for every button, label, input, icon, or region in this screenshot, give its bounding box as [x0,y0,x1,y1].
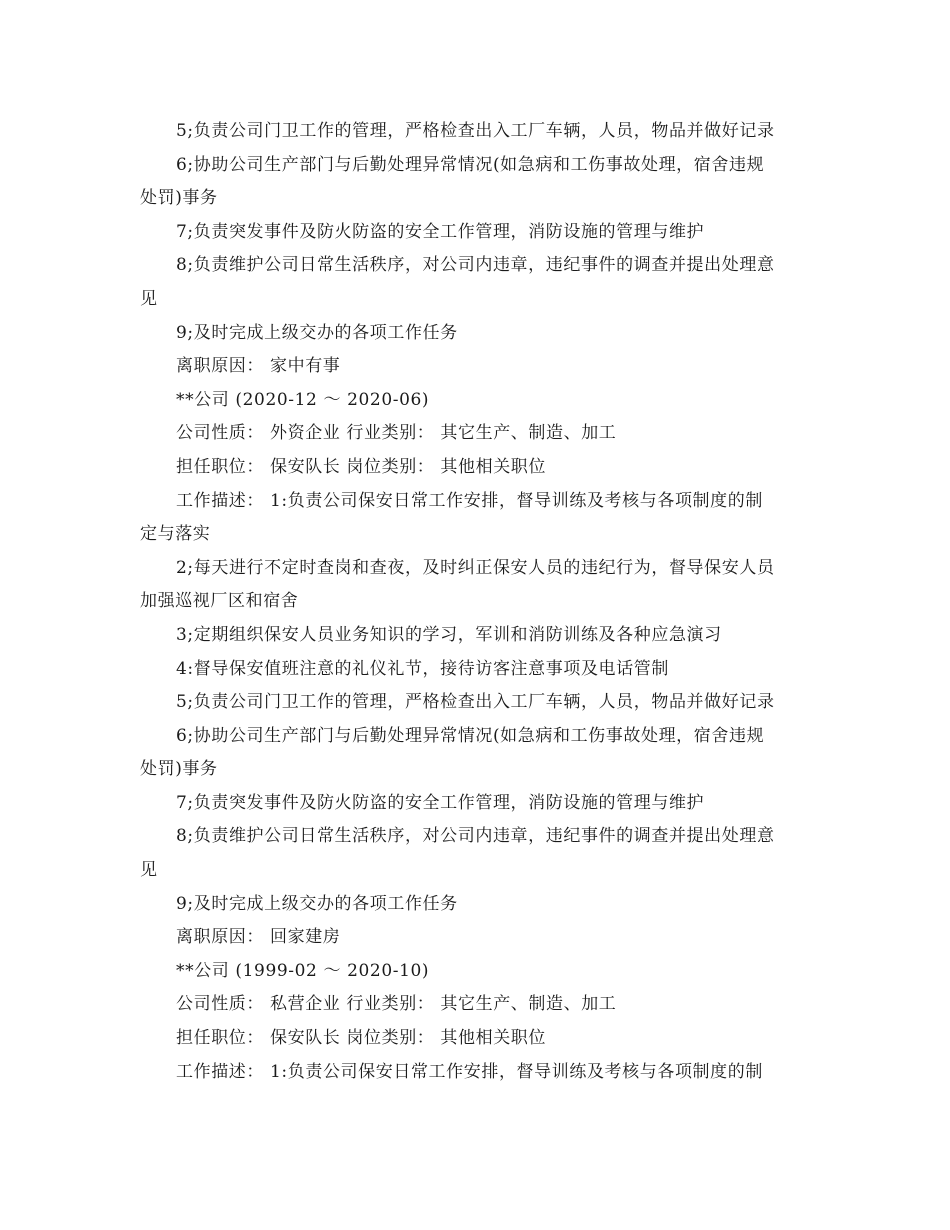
text-line: **公司 (2020-12 ～ 2020-06) [176,389,430,410]
text-line: 工作描述： 1:负责公司保安日常工作安排，督导训练及考核与各项制度的制 [176,490,763,511]
text-line: 离职原因： 家中有事 [176,356,341,377]
text-line: 4:督导保安值班注意的礼仪礼节，接待访客注意事项及电话管制 [176,658,669,679]
text-line: 7;负责突发事件及防火防盗的安全工作管理，消防设施的管理与维护 [176,792,705,813]
text-line: 加强巡视厂区和宿舍 [140,591,299,612]
text-line: 公司性质： 外资企业 行业类别： 其它生产、制造、加工 [176,423,617,444]
text-line: 工作描述： 1:负责公司保安日常工作安排，督导训练及考核与各项制度的制 [176,1061,763,1082]
text-line: 6;协助公司生产部门与后勤处理异常情况(如急病和工伤事故处理，宿舍违规 [176,154,765,175]
text-line: **公司 (1999-02 ～ 2020-10) [176,960,430,981]
text-line: 公司性质： 私营企业 行业类别： 其它生产、制造、加工 [176,994,617,1015]
text-line: 6;协助公司生产部门与后勤处理异常情况(如急病和工伤事故处理，宿舍违规 [176,725,765,746]
text-line: 8;负责维护公司日常生活秩序，对公司内违章，违纪事件的调查并提出处理意 [176,255,775,276]
text-line: 7;负责突发事件及防火防盗的安全工作管理，消防设施的管理与维护 [176,221,705,242]
text-line: 5;负责公司门卫工作的管理，严格检查出入工厂车辆，人员，物品并做好记录 [176,692,775,713]
text-line: 定与落实 [140,524,211,545]
text-line: 3;定期组织保安人员业务知识的学习，军训和消防训练及各种应急演习 [176,624,722,645]
text-line: 处罚)事务 [140,188,218,209]
text-line: 2;每天进行不定时查岗和查夜，及时纠正保安人员的违纪行为，督导保安人员 [176,557,775,578]
text-line: 8;负责维护公司日常生活秩序，对公司内违章，违纪事件的调查并提出处理意 [176,826,775,847]
text-line: 见 [140,860,158,881]
text-line: 离职原因： 回家建房 [176,927,341,948]
text-line: 9;及时完成上级交办的各项工作任务 [176,893,458,914]
text-line: 5;负责公司门卫工作的管理，严格检查出入工厂车辆，人员，物品并做好记录 [176,121,775,141]
text-line: 担任职位： 保安队长 岗位类别： 其他相关职位 [176,456,547,477]
text-line: 9;及时完成上级交办的各项工作任务 [176,322,458,343]
text-line: 担任职位： 保安队长 岗位类别： 其他相关职位 [176,1028,547,1049]
text-line: 见 [140,288,158,309]
text-line: 处罚)事务 [140,759,218,780]
document-body [140,115,812,1089]
